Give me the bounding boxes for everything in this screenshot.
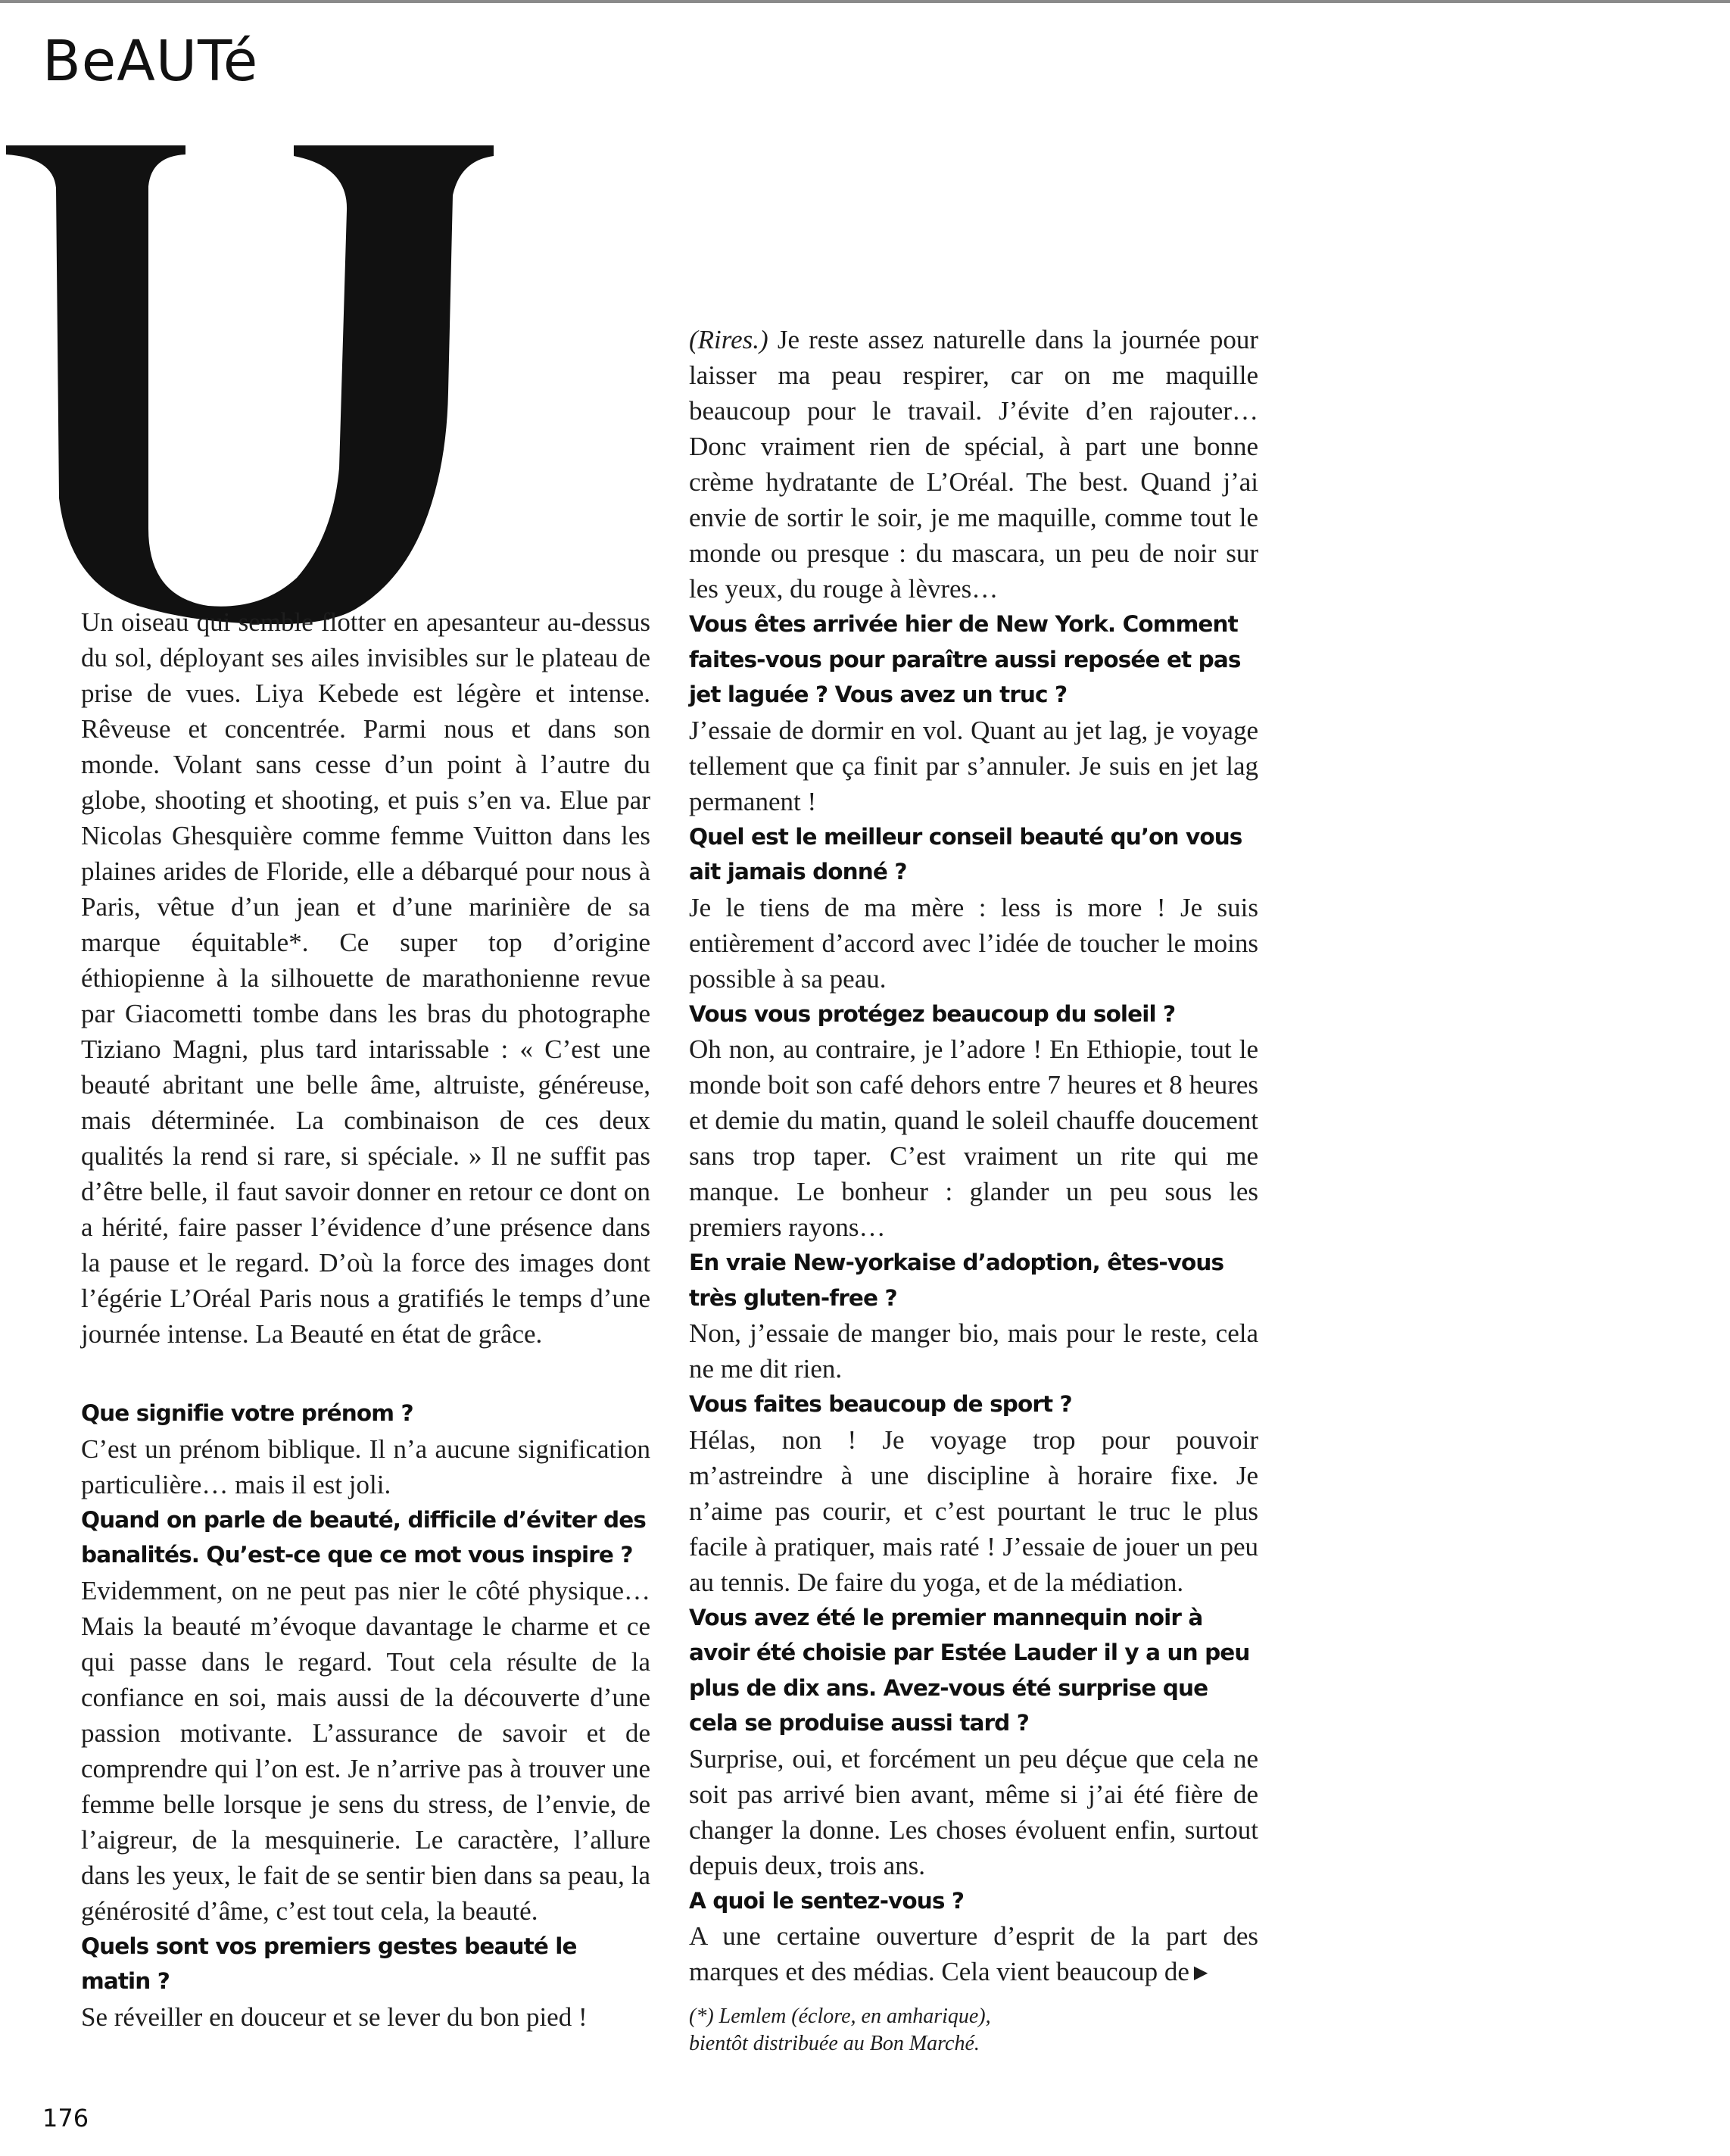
interview-question: A quoi le sentez-vous ?: [689, 1887, 965, 1914]
footnote: [689, 2003, 1264, 2058]
interview-question: Vous êtes arrivée hier de New York. Comment faites-vous pour paraître aussi reposée et pas jet laguée ? Vous avez un truc ?: [689, 611, 1241, 707]
interview-answer: C’est un prénom biblique. Il n’a aucune signification particulière… mais il est joli.: [81, 1434, 650, 1499]
intro-paragraph: Un oiseau qui semble flotter en apesanteur au-dessus du sol, déployant ses ailes invisibles sur le plateau de prise de vues. Liya Kebede est légère et intense. Rêveuse et concentrée. Parmi nous et dans son monde. Volant sans cesse d’un point à l’autre du globe, shooting et shooting, et puis s’en va. Elue par Nicolas Ghesquière comme femme Vuitton dans les plaines arides de Floride, elle a débarqué pour nous à Paris, vêtue d’un jean et d’une marinière de sa marque équitable*. Ce super top d’origine éthiopienne à la silhouette de marathonienne revue par Giacometti tombe dans les bras du photographe Tiziano Magni, plus tard intarissable : « C’est une beauté abritant une belle âme, altruiste, généreuse, mais déterminée. La combinaison de ces deux qualités la rend si rare, si spéciale. » Il ne suffit pas d’être belle, il faut savoir donner en retour ce dont on a hérité, faire passer l’évidence d’une présence dans la pause et le regard. D’où la force des images dont l’égérie L’Oréal Paris nous a gratifiés le temps d’une journée intense. La Beauté en état de grâce.: [81, 607, 650, 1349]
interview-question: En vraie New-yorkaise d’adoption, êtes-vous très gluten-free ?: [689, 1250, 1224, 1311]
continued-text: Je reste assez naturelle dans la journée pour laisser ma peau respirer, car on me maquille beaucoup pour le travail. J’évite d’en rajouter… Donc vraiment rien de spécial, à part une bonne crème hydratante de L’Oréal. The best. Quand j’ai envie de sortir le soir, je me maquille, comme tout le monde ou presque : du mascara, un peu de noir sur les yeux, du rouge à lèvres…: [689, 325, 1258, 604]
interview-answer: Oh non, au contraire, je l’adore ! En Ethiopie, tout le monde boit son café dehors entre 7 heures et 8 heures et demie du matin, quand le soleil chauffe doucement sans trop taper. C’est vraiment un rite qui me manque. Le bonheur : glander un peu sous les premiers rayons…: [689, 1034, 1258, 1242]
drop-cap-text: U: [0, 142, 1, 143]
interview-block-left: [81, 1396, 650, 2035]
interview-question: Quels sont vos premiers gestes beauté le matin ?: [81, 1933, 577, 1994]
continued-prefix: (Rires.): [689, 325, 768, 354]
footnote-line: (*) Lemlem (éclore, en amharique),: [689, 2005, 991, 2028]
interview-question: Que signifie votre prénom ?: [81, 1400, 413, 1426]
left-column: [81, 604, 650, 2035]
drop-cap-letter: [0, 142, 500, 627]
interview-answer: Hélas, non ! Je voyage trop pour pouvoir m’astreindre à une discipline à horaire fixe. Je n’aime pas courir, et c’est pourtant le truc le plus facile à pratiquer, mais raté ! J’essaie de jouer un peu au tennis. De faire du yoga, et de la médiation.: [689, 1424, 1258, 1597]
footnote-line: bientôt distribuée au Bon Marché.: [689, 2032, 980, 2055]
interview-question: Vous vous protégez beaucoup du soleil ?: [689, 1000, 1176, 1027]
interview-answer: Non, j’essaie de manger bio, mais pour le reste, cela ne me dit rien.: [689, 1318, 1258, 1384]
right-column: [689, 322, 1258, 1991]
continue-arrow-icon: ▶: [1193, 1963, 1208, 1983]
page-number: 176: [42, 2104, 89, 2133]
answer-text: A une certaine ouverture d’esprit de la part des marques et des médias. Cela vient beaucoup de: [689, 1921, 1258, 1986]
interview-question: Quand on parle de beauté, difficile d’éviter des banalités. Qu’est-ce que ce mot vous inspire ?: [81, 1506, 646, 1568]
interview-answer: J’essaie de dormir en vol. Quant au jet lag, je voyage tellement que ça finit par s’annuler. Je suis en jet lag permanent !: [689, 715, 1258, 816]
interview-question: Quel est le meilleur conseil beauté qu’on vous ait jamais donné ?: [689, 823, 1242, 885]
interview-answer: Je le tiens de ma mère : less is more ! Je suis entièrement d’accord avec l’idée de toucher le moins possible à sa peau.: [689, 892, 1258, 994]
interview-answer: [689, 1918, 1258, 1991]
section-label: BeAUTé: [42, 29, 259, 94]
interview-answer: Se réveiller en douceur et se lever du bon pied !: [81, 2002, 588, 2032]
top-rule: [0, 0, 1730, 3]
interview-question: Vous faites beaucoup de sport ?: [689, 1391, 1072, 1417]
interview-answer: Evidemment, on ne peut pas nier le côté physique… Mais la beauté m’évoque davantage le charme et ce qui passe dans le regard. Tout cela résulte de la confiance en soi, mais aussi de la découverte d’une passion motivante. L’assurance de savoir et de comprendre qui l’on est. Je n’arrive pas à trouver une femme belle lorsque je sens du stress, de l’envie, de l’aigreur, de la mesquinerie. Le caractère, l’allure dans les yeux, le fait de se sentir bien dans sa peau, la générosité d’âme, c’est tout cela, la beauté.: [81, 1575, 650, 1926]
interview-answer: Surprise, oui, et forcément un peu déçue que cela ne soit pas arrivé bien avant, même si j’ai été fière de changer la donne. Les choses évoluent enfin, surtout depuis deux, trois ans.: [689, 1743, 1258, 1880]
interview-question: Vous avez été le premier mannequin noir à avoir été choisie par Estée Lauder il y a un peu plus de dix ans. Avez-vous été surprise que cela se produise aussi tard ?: [689, 1604, 1250, 1736]
continued-answer: [689, 322, 1258, 607]
